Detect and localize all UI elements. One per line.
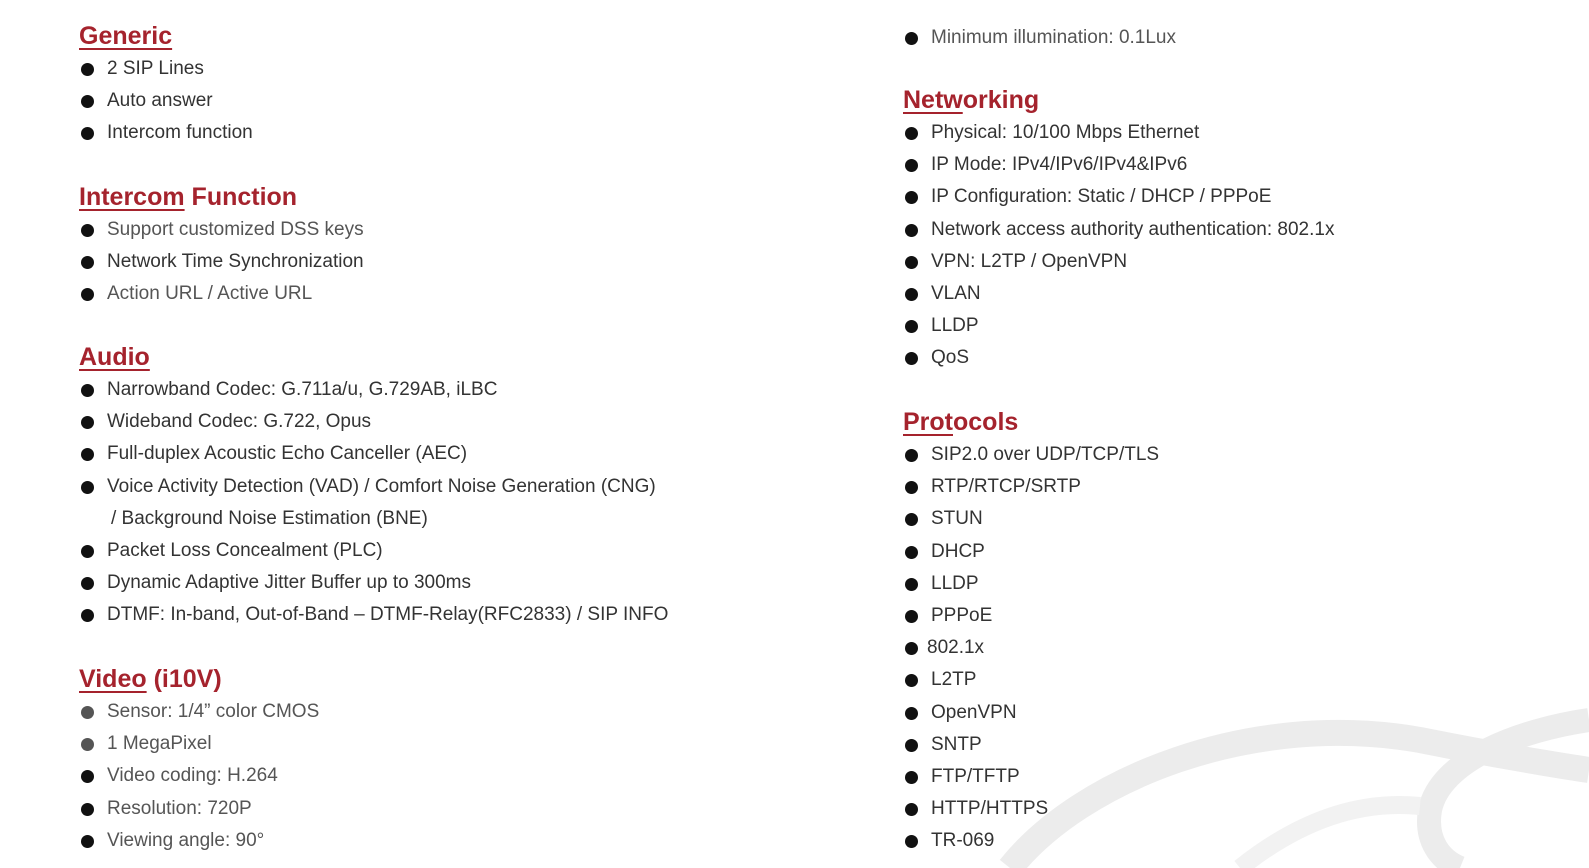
list-item <box>903 536 1563 568</box>
bullet-icon <box>81 706 94 719</box>
bullet-icon <box>905 578 918 591</box>
bullet-icon <box>81 288 94 301</box>
list-item <box>903 729 1563 761</box>
bullet-icon <box>905 224 918 237</box>
item-text: IP Configuration: Static / DHCP / PPPoE <box>931 186 1272 208</box>
list-item <box>79 85 839 117</box>
feature-list <box>79 53 839 150</box>
bullet-icon <box>905 159 918 172</box>
heading-rest: Function <box>191 183 298 211</box>
heading-underlined: Prot <box>903 408 953 436</box>
list-item <box>79 760 839 792</box>
list-item <box>903 181 1563 213</box>
list-item <box>903 600 1563 632</box>
item-text: Viewing angle: 90° <box>107 829 265 851</box>
bullet-icon <box>905 127 918 140</box>
item-text: Minimum illumination: 0.1Lux <box>931 27 1176 48</box>
bullet-icon <box>81 256 94 269</box>
item-text: Network access authority authentication: 802.1x <box>931 218 1335 240</box>
bullet-icon <box>905 256 918 269</box>
item-text: HTTP/HTTPS <box>931 798 1049 820</box>
item-text: Auto answer <box>107 90 213 112</box>
heading-rest: (i10V) <box>153 665 222 693</box>
bullet-icon <box>81 803 94 816</box>
list-item <box>903 214 1563 246</box>
item-text: FTP/TFTP <box>931 765 1020 787</box>
heading-rest: ocols <box>953 408 1019 436</box>
item-text: DTMF: In-band, Out-of-Band – DTMF-Relay(RFC2833) / SIP INFO <box>107 604 669 626</box>
item-text: VPN: L2TP / OpenVPN <box>931 250 1128 272</box>
item-text: QoS <box>931 347 970 369</box>
item-text: L2TP <box>931 669 977 691</box>
bullet-icon <box>81 127 94 140</box>
item-text: TR-069 <box>931 830 995 852</box>
bullet-icon <box>81 95 94 108</box>
list-item <box>903 568 1563 600</box>
list-item <box>79 406 839 438</box>
bullet-icon <box>81 545 94 558</box>
section-audio <box>79 340 839 632</box>
item-text: Physical: 10/100 Mbps Ethernet <box>931 122 1200 143</box>
feature-list <box>903 117 1563 375</box>
feature-list <box>79 374 839 632</box>
feature-list <box>79 696 839 857</box>
feature-list <box>903 439 1563 857</box>
list-item <box>79 278 839 310</box>
heading-underlined: Intercom <box>79 183 185 211</box>
list-item-continuation <box>79 503 839 535</box>
section-heading <box>79 19 839 53</box>
item-text: Resolution: 720P <box>107 797 252 819</box>
item-text: Voice Activity Detection (VAD) / Comfort Noise Generation (CNG) <box>107 475 656 497</box>
item-text: DHCP <box>931 540 985 562</box>
list-item <box>79 728 839 760</box>
bullet-icon <box>81 448 94 461</box>
item-text: SIP2.0 over UDP/TCP/TLS <box>931 444 1160 465</box>
list-item <box>903 22 1563 54</box>
bullet-icon <box>905 803 918 816</box>
list-item <box>79 214 839 246</box>
list-item <box>79 567 839 599</box>
section-heading <box>79 662 839 696</box>
section-video <box>79 662 839 857</box>
section-heading <box>903 83 1563 117</box>
section-heading <box>79 340 839 374</box>
list-item <box>903 471 1563 503</box>
list-item <box>903 439 1563 471</box>
item-text: 1 MegaPixel <box>107 733 212 755</box>
item-text: PPPoE <box>931 604 993 626</box>
list-item <box>903 793 1563 825</box>
bullet-icon <box>81 416 94 429</box>
item-text: 2 SIP Lines <box>107 58 204 79</box>
bullet-icon <box>905 642 918 655</box>
section-video-continued <box>903 22 1563 54</box>
list-item <box>903 697 1563 729</box>
bullet-icon <box>905 449 918 462</box>
item-text: STUN <box>931 508 983 530</box>
item-text: Narrowband Codec: G.711a/u, G.729AB, iLBC <box>107 379 498 400</box>
item-text: Network Time Synchronization <box>107 251 364 273</box>
bullet-icon <box>905 546 918 559</box>
item-text: Video coding: H.264 <box>107 765 278 787</box>
list-item <box>903 310 1563 342</box>
list-item <box>903 632 1563 664</box>
bullet-icon <box>81 770 94 783</box>
item-text: Action URL / Active URL <box>107 283 313 305</box>
section-protocols <box>903 405 1563 857</box>
item-text: Packet Loss Concealment (PLC) <box>107 539 383 561</box>
list-item <box>903 342 1563 374</box>
item-text: Intercom function <box>107 122 253 144</box>
bullet-icon <box>905 771 918 784</box>
section-networking <box>903 83 1563 375</box>
bullet-icon <box>81 738 94 751</box>
section-heading <box>903 405 1563 439</box>
list-item <box>79 793 839 825</box>
item-text: IP Mode: IPv4/IPv6/IPv4&IPv6 <box>931 154 1188 176</box>
list-item <box>903 825 1563 857</box>
item-text: Dynamic Adaptive Jitter Buffer up to 300ms <box>107 572 471 594</box>
list-item <box>79 535 839 567</box>
bullet-icon <box>905 707 918 720</box>
item-text: LLDP <box>931 315 979 337</box>
list-item <box>903 149 1563 181</box>
item-text: Full-duplex Acoustic Echo Canceller (AEC) <box>107 443 468 465</box>
list-item <box>79 696 839 728</box>
section-intercom-function <box>79 180 839 311</box>
bullet-icon <box>905 674 918 687</box>
bullet-icon <box>905 352 918 365</box>
heading-rest: orking <box>962 86 1040 114</box>
item-text: VLAN <box>931 282 981 304</box>
feature-list <box>903 22 1563 54</box>
list-item <box>79 825 839 857</box>
bullet-icon <box>81 835 94 848</box>
item-text: RTP/RTCP/SRTP <box>931 476 1081 498</box>
feature-list <box>79 214 839 311</box>
list-item <box>79 438 839 470</box>
heading-underlined: Audio <box>79 343 150 371</box>
bullet-icon <box>905 191 918 204</box>
list-item <box>79 53 839 85</box>
list-item <box>79 599 839 631</box>
item-text: LLDP <box>931 572 979 594</box>
bullet-icon <box>905 739 918 752</box>
bullet-icon <box>81 63 94 76</box>
item-text: 802.1x <box>927 637 985 659</box>
list-item <box>79 246 839 278</box>
section-heading <box>79 180 839 214</box>
list-item <box>79 117 839 149</box>
bullet-icon <box>905 32 918 45</box>
heading-underlined: Video <box>79 665 147 693</box>
list-item <box>903 503 1563 535</box>
item-text: Wideband Codec: G.722, Opus <box>107 411 372 433</box>
list-item <box>903 246 1563 278</box>
heading-underlined: Netw <box>903 86 963 114</box>
bullet-icon <box>905 610 918 623</box>
list-item <box>79 471 839 503</box>
list-item <box>903 117 1563 149</box>
bullet-icon <box>81 481 94 494</box>
section-generic <box>79 19 839 150</box>
item-text: / Background Noise Estimation (BNE) <box>111 507 428 529</box>
item-text: Sensor: 1/4” color CMOS <box>107 701 320 722</box>
bullet-icon <box>81 224 94 237</box>
bullet-icon <box>905 481 918 494</box>
item-text: Support customized DSS keys <box>107 219 364 240</box>
bullet-icon <box>81 384 94 397</box>
bullet-icon <box>905 513 918 526</box>
bullet-icon <box>905 835 918 848</box>
item-text: OpenVPN <box>931 701 1017 723</box>
heading-underlined: Generic <box>79 22 173 50</box>
list-item <box>903 278 1563 310</box>
bullet-icon <box>81 609 94 622</box>
item-text: SNTP <box>931 733 982 755</box>
bullet-icon <box>905 320 918 333</box>
list-item <box>79 374 839 406</box>
bullet-icon <box>81 577 94 590</box>
bullet-icon <box>905 288 918 301</box>
list-item <box>903 664 1563 696</box>
list-item <box>903 761 1563 793</box>
